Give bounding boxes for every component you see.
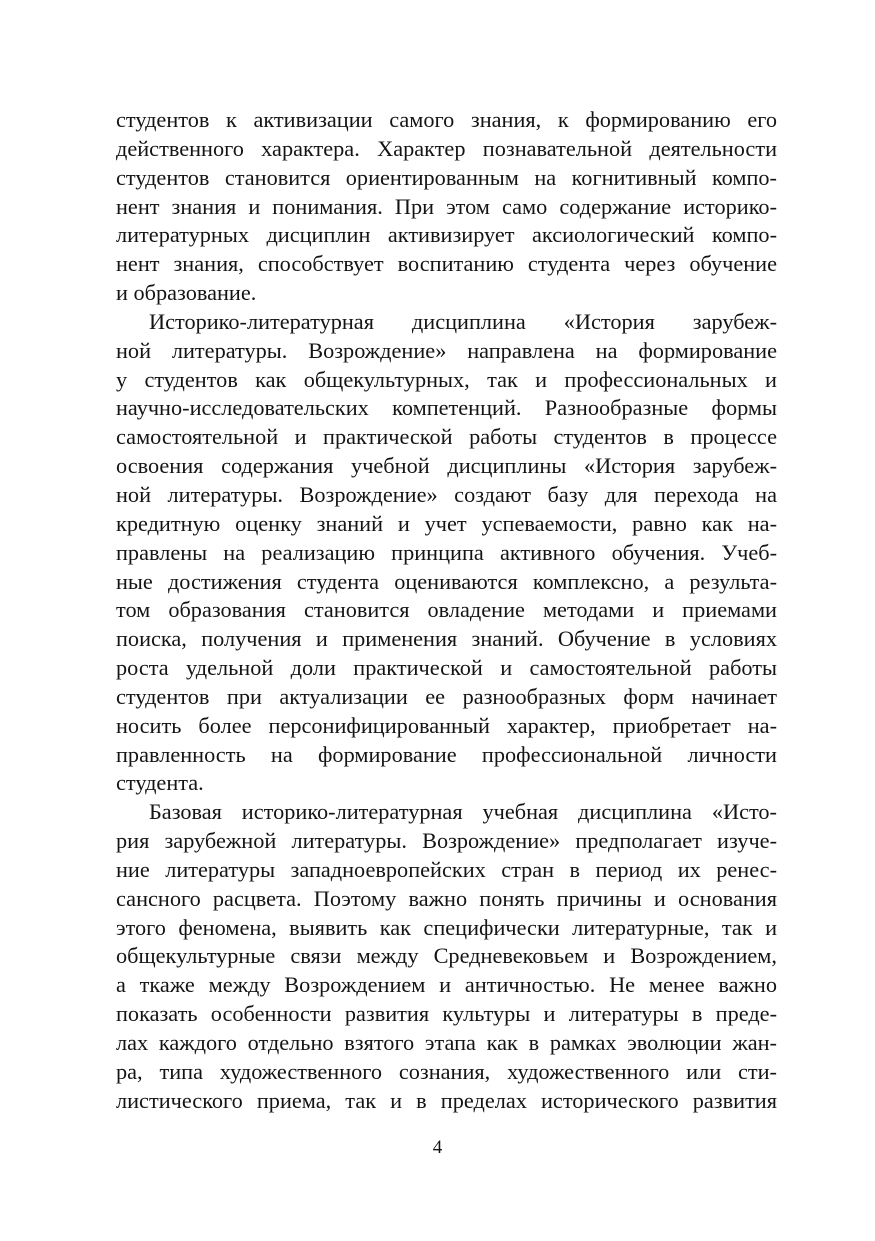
text-line: ные достижения студента оцениваются комплексно, а результа- [116,568,777,594]
text-line: действенного характера. Характер познавательной деятельности [116,135,777,161]
text-line: сансного расцвета. Поэтому важно понять причины и основания [116,885,777,911]
text-line: студента. [116,770,204,796]
text-line: том образования становится овладение методами и приемами [116,597,777,623]
text-line: рия зарубежной литературы. Возрождение» предполагает изуче- [116,828,777,854]
body-text [116,106,777,1116]
text-line: листического приема, так и в пределах исторического развития [116,1087,777,1113]
text-line: ра, типа художественного сознания, художественного или сти- [116,1058,777,1084]
text-line: носить более персонифицированный характер, приобретает на- [116,712,777,738]
text-line: показать особенности развития культуры и литературы в преде- [116,1001,777,1027]
text-line: Историко-литературная дисциплина «История зарубеж- [149,308,777,334]
text-line: а ткаже между Возрождением и античностью. Не менее важно [116,972,777,998]
text-line: правлены на реализацию принципа активного обучения. Учеб- [116,539,777,565]
text-line: поиска, получения и применения знаний. Обучение в условиях [116,626,777,652]
text-line: литературных дисциплин активизирует аксиологический компо- [116,222,777,248]
text-line: и образование. [116,280,257,306]
text-line: освоения содержания учебной дисциплины «История зарубеж- [116,453,777,479]
text-line: нент знания, способствует воспитанию студента через обучение [116,251,777,277]
text-line: ной литературы. Возрождение» направлена на формирование [116,337,777,363]
text-line: ние литературы западноевропейских стран в период их ренес- [116,856,777,882]
text-line: самостоятельной и практической работы студентов в процессе [116,424,777,450]
text-line: общекультурные связи между Средневековьем и Возрождением, [116,943,777,969]
text-line: у студентов как общекультурных, так и профессиональных и [116,366,777,392]
text-line: лах каждого отдельно взятого этапа как в рамках эволюции жан- [116,1030,777,1055]
page-number: 4 [432,1137,443,1158]
text-line: Базовая историко-литературная учебная дисциплина «Исто- [149,799,777,825]
text-line: нент знания и понимания. При этом само содержание историко- [116,193,777,219]
text-line: студентов к активизации самого знания, к формированию его [116,107,777,132]
text-line: этого феномена, выявить как специфически литературные, так и [116,914,777,940]
text-line: студентов становится ориентированным на когнитивный компо- [116,164,777,190]
text-line: научно-исследовательских компетенций. Разнообразные формы [116,395,777,421]
text-line: кредитную оценку знаний и учет успеваемости, равно как на- [116,510,777,536]
text-line: роста удельной доли практической и самостоятельной работы [116,655,777,681]
text-line: ной литературы. Возрождение» создают базу для перехода на [116,481,777,507]
text-line: студентов при актуализации ее разнообразных форм начинает [116,683,777,709]
text-line: правленность на формирование профессиональной личности [116,741,777,767]
